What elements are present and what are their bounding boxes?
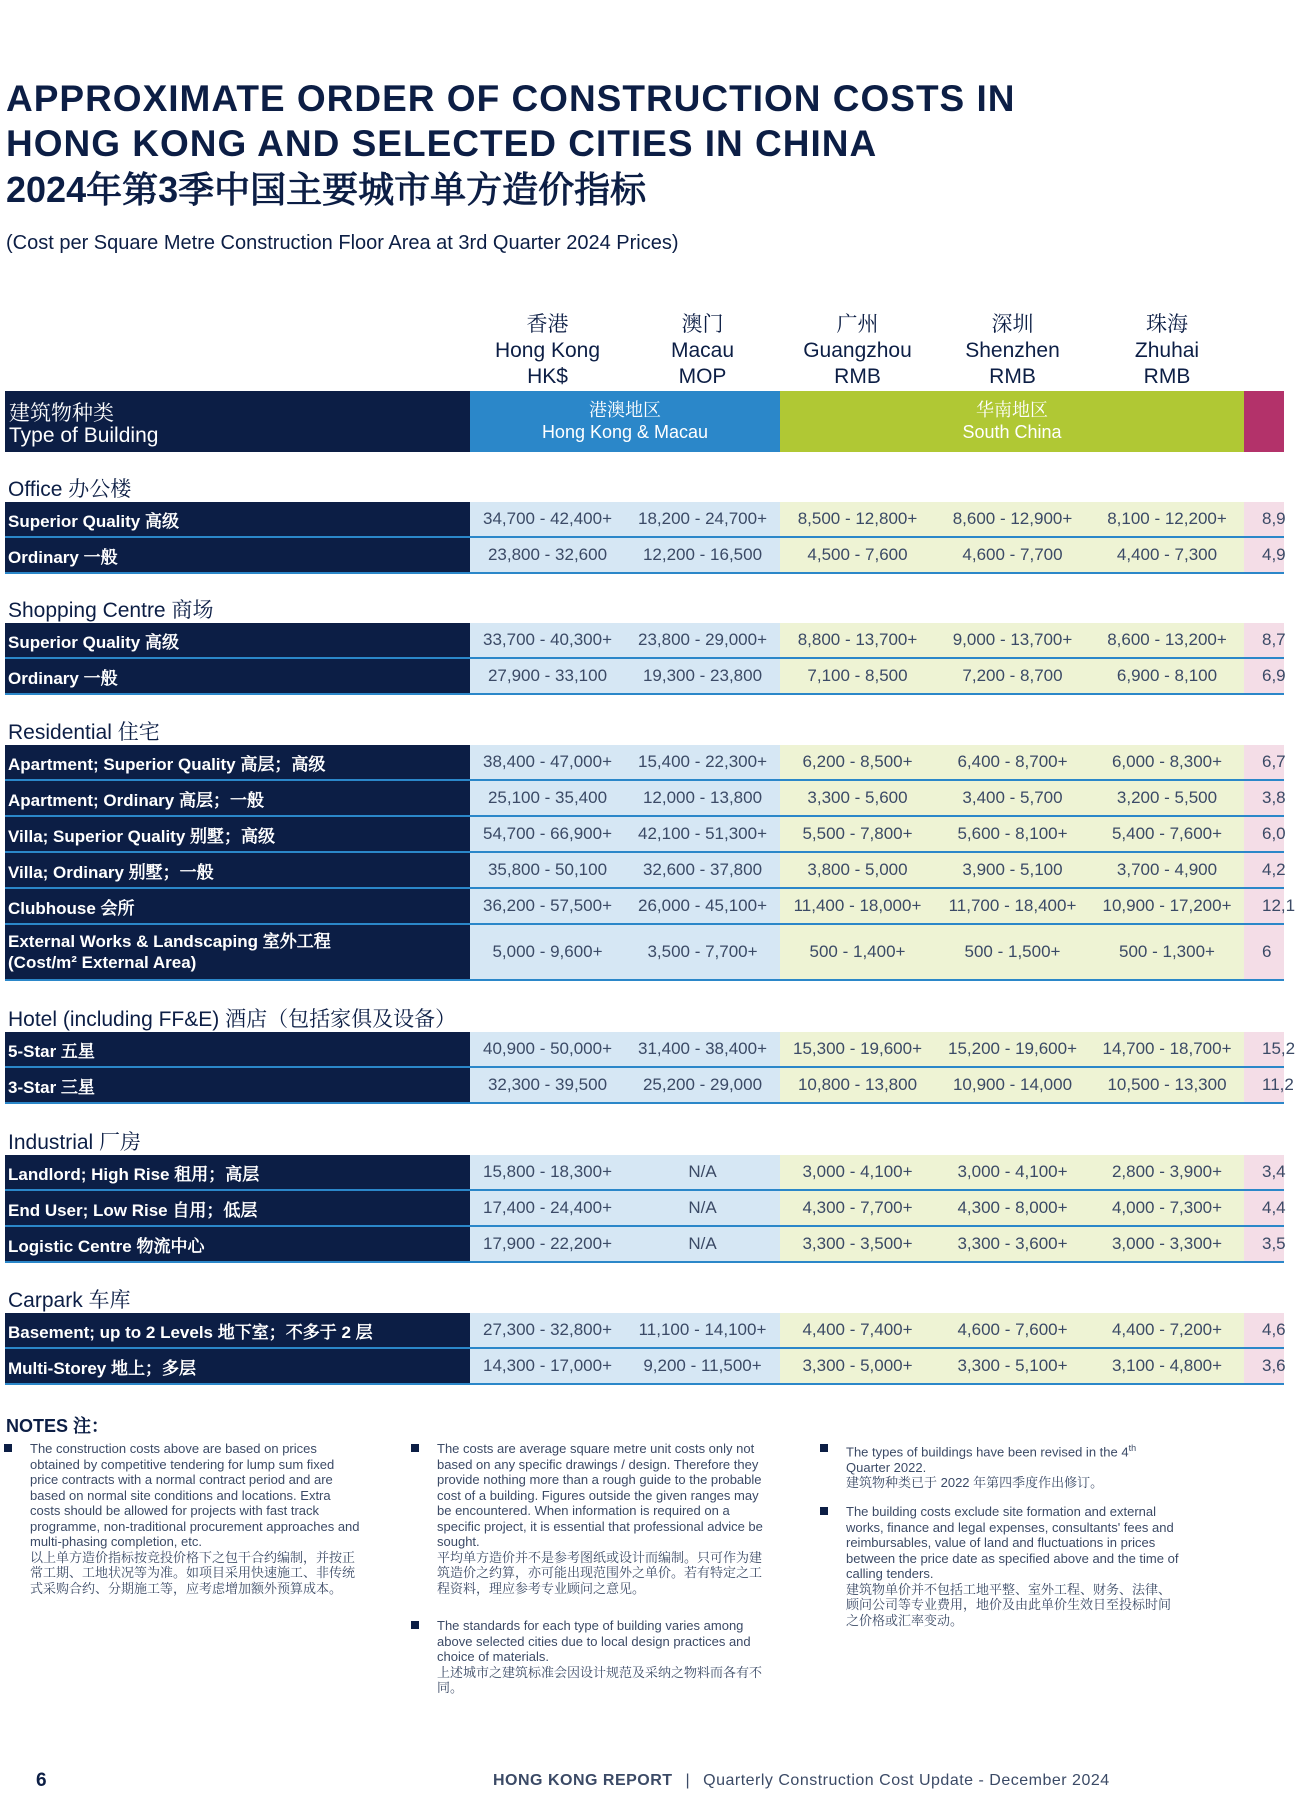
cost-cell: 23,800 - 29,000+ — [625, 623, 780, 657]
row-divider — [5, 693, 1284, 695]
cost-cell: 3,100 - 4,800+ — [1090, 1349, 1244, 1383]
table-row — [5, 502, 1284, 536]
cost-cell: 12,000 - 13,800 — [625, 781, 780, 815]
page-subtitle: (Cost per Square Metre Construction Floor Area at 3rd Quarter 2024 Prices) — [6, 232, 679, 254]
cost-cell: 23,800 - 32,600 — [470, 538, 625, 572]
cost-cell: 4,400 - 7,200+ — [1090, 1313, 1244, 1347]
cost-cell: 6,900 - 8,100 — [1090, 659, 1244, 693]
cost-cell: 26,000 - 45,100+ — [625, 889, 780, 923]
cost-cell: 5,500 - 7,800+ — [780, 817, 935, 851]
row-label-text: Landlord; High Rise 租用；高层 — [8, 1164, 260, 1184]
row-label — [5, 1349, 470, 1383]
page-title-line-2: HONG KONG AND SELECTED CITIES IN CHINA — [6, 123, 878, 164]
note-3 — [437, 1618, 772, 1711]
table-row — [5, 745, 1284, 779]
table-row — [5, 889, 1295, 923]
row-label — [5, 1032, 470, 1066]
cost-cell: 17,400 - 24,400+ — [470, 1191, 625, 1225]
city-header-macau — [625, 312, 780, 390]
table-row — [5, 538, 1284, 572]
city-cn: 珠海 — [1146, 313, 1188, 336]
cost-cell: 3,400 - 5,700 — [935, 781, 1090, 815]
cost-cell: 18,200 - 24,700+ — [625, 502, 780, 536]
note-text-en: The construction costs above are based on prices obtained by competitive tendering for lump sum fixed price contracts with a normal contract period and are based on normal site conditions and locations. Extra costs should be allowed for projects with fast track programme, non-traditional procurement approaches and multi-phasing completion, etc. — [30, 1441, 360, 1549]
row-label-text: 3-Star 三星 — [8, 1077, 95, 1097]
cost-cell: 9,200 - 11,500+ — [625, 1349, 780, 1383]
cost-cell: 3,000 - 4,100+ — [935, 1155, 1090, 1189]
cost-cell: N/A — [625, 1155, 780, 1189]
row-label-text: Clubhouse 会所 — [8, 898, 135, 918]
cost-cell: 4,600 - 7,600+ — [935, 1313, 1090, 1347]
section-title: Residential 住宅 — [8, 721, 160, 744]
cost-cell: 14,700 - 18,700+ — [1090, 1032, 1244, 1066]
row-label — [5, 659, 470, 693]
bullet-icon — [820, 1444, 828, 1452]
row-label — [5, 502, 470, 536]
row-label — [5, 817, 470, 851]
note-text-en: The building costs exclude site formation and external works, finance and legal expenses, consultants' fees and reimbursables, value of land and fluctuations in prices between the price date as specified above and the time of calling tenders. — [846, 1504, 1179, 1581]
bullet-icon — [411, 1444, 419, 1452]
cost-cell: 3,300 - 5,100+ — [935, 1349, 1090, 1383]
cost-cell: 3,000 - 4,100+ — [780, 1155, 935, 1189]
row-label — [5, 853, 470, 887]
cost-cell: 8,9 — [1244, 502, 1284, 536]
city-header-zhuhai — [1090, 312, 1244, 390]
cost-cell: 7,100 - 8,500 — [780, 659, 935, 693]
cost-cell: 3,300 - 3,500+ — [780, 1227, 935, 1261]
city-en: Zhuhai — [1134, 339, 1200, 362]
cost-cell: 4,6 — [1244, 1313, 1284, 1347]
cost-cell: 3,700 - 4,900 — [1090, 853, 1244, 887]
table-row — [5, 659, 1284, 693]
cost-cell: 4,300 - 8,000+ — [935, 1191, 1090, 1225]
cost-cell: 9,000 - 13,700+ — [935, 623, 1090, 657]
row-label-text: 5-Star 五星 — [8, 1041, 95, 1061]
cost-cell: 3,300 - 3,600+ — [935, 1227, 1090, 1261]
cost-cell: 8,7 — [1244, 623, 1284, 657]
row-label-text: Ordinary 一般 — [8, 668, 118, 688]
city-header-guangzhou — [780, 312, 935, 390]
row-label — [5, 1313, 470, 1347]
footer-separator: | — [685, 1772, 691, 1789]
cost-cell: 10,900 - 17,200+ — [1090, 889, 1244, 923]
region-south-china — [780, 391, 1244, 452]
page-number: 6 — [36, 1770, 47, 1791]
row-label — [5, 1227, 470, 1261]
cost-cell: 4,400 - 7,300 — [1090, 538, 1244, 572]
cost-cell: 25,100 - 35,400 — [470, 781, 625, 815]
cost-cell: 6,9 — [1244, 659, 1284, 693]
note-text-en-cont: Quarter 2022. — [846, 1459, 927, 1475]
region-cn: 港澳地区 — [589, 400, 661, 420]
table-row — [5, 623, 1284, 657]
cost-cell: 3,000 - 3,300+ — [1090, 1227, 1244, 1261]
type-of-building-header — [5, 391, 470, 452]
city-currency: RMB — [834, 365, 881, 388]
cost-cell: 27,300 - 32,800+ — [470, 1313, 625, 1347]
cost-cell: 2,800 - 3,900+ — [1090, 1155, 1244, 1189]
cost-cell: 500 - 1,500+ — [935, 925, 1090, 979]
cost-cell: 32,300 - 39,500 — [470, 1068, 625, 1102]
row-label-text: Superior Quality 高级 — [8, 632, 179, 652]
note-2 — [437, 1441, 772, 1611]
cost-cell: 3,800 - 5,000 — [780, 853, 935, 887]
table-row — [5, 1349, 1284, 1383]
cost-cell: N/A — [625, 1191, 780, 1225]
cost-cell: 10,500 - 13,300 — [1090, 1068, 1244, 1102]
note-4 — [846, 1441, 1183, 1506]
cost-cell: 17,900 - 22,200+ — [470, 1227, 625, 1261]
table-row — [5, 1155, 1284, 1189]
row-label-text: Basement; up to 2 Levels 地下室；不多于 2 层 — [8, 1322, 373, 1342]
cost-cell: 3,6 — [1244, 1349, 1284, 1383]
cost-cell: 3,8 — [1244, 781, 1284, 815]
cost-cell: 7,200 - 8,700 — [935, 659, 1090, 693]
cost-cell: 14,300 - 17,000+ — [470, 1349, 625, 1383]
city-currency: HK$ — [527, 365, 568, 388]
cost-cell: 4,4 — [1244, 1191, 1284, 1225]
cost-cell: 8,800 - 13,700+ — [780, 623, 935, 657]
cost-cell: 25,200 - 29,000 — [625, 1068, 780, 1102]
cost-cell: 36,200 - 57,500+ — [470, 889, 625, 923]
row-label-subtext: (Cost/m² External Area) — [8, 953, 197, 972]
city-currency: RMB — [989, 365, 1036, 388]
note-text-cn: 建筑物种类已于 2022 年第四季度作出修订。 — [846, 1475, 1104, 1491]
cost-cell: 15,400 - 22,300+ — [625, 745, 780, 779]
row-label — [5, 925, 470, 979]
cost-cell: 3,500 - 7,700+ — [625, 925, 780, 979]
cost-cell: 27,900 - 33,100 — [470, 659, 625, 693]
cost-cell: 15,800 - 18,300+ — [470, 1155, 625, 1189]
title-block — [6, 76, 1016, 214]
city-currency: MOP — [678, 365, 727, 388]
region-next-cut-off — [1244, 391, 1284, 452]
cost-cell: 6,0 — [1244, 817, 1284, 851]
row-label — [5, 889, 470, 923]
city-en: Shenzhen — [965, 339, 1060, 362]
section-title: Shopping Centre 商场 — [8, 599, 214, 622]
cost-cell: 15,300 - 19,600+ — [780, 1032, 935, 1066]
region-en: South China — [962, 422, 1062, 442]
city-en: Macau — [670, 339, 735, 362]
cost-cell: 42,100 - 51,300+ — [625, 817, 780, 851]
row-label-text: Superior Quality 高级 — [8, 511, 179, 531]
cost-cell: 54,700 - 66,900+ — [470, 817, 625, 851]
cost-cell: 12,200 - 16,500 — [625, 538, 780, 572]
section-title: Carpark 车库 — [8, 1289, 131, 1312]
cost-cell: 10,900 - 14,000 — [935, 1068, 1090, 1102]
row-label-text: Ordinary 一般 — [8, 547, 118, 567]
row-label — [5, 745, 470, 779]
cost-cell: 3,300 - 5,000+ — [780, 1349, 935, 1383]
cost-cell: 4,600 - 7,700 — [935, 538, 1090, 572]
cost-cell: 4,500 - 7,600 — [780, 538, 935, 572]
cost-cell: 6 — [1244, 925, 1284, 979]
table-row — [5, 853, 1284, 887]
cost-cell: 12,1 — [1244, 889, 1284, 923]
cost-cell: 5,400 - 7,600+ — [1090, 817, 1244, 851]
section-title: Office 办公楼 — [8, 478, 132, 501]
page-title-chinese: 2024年第3季中国主要城市单方造价指标 — [6, 169, 647, 210]
row-divider — [5, 979, 1284, 981]
type-header-cn: 建筑物种类 — [9, 402, 114, 425]
bullet-icon — [820, 1507, 828, 1515]
city-en: Guangzhou — [803, 339, 912, 362]
city-currency: RMB — [1143, 365, 1191, 388]
bullet-icon — [411, 1621, 419, 1629]
cost-cell: 6,7 — [1244, 745, 1284, 779]
city-cn: 香港 — [526, 313, 569, 336]
region-cn: 华南地区 — [976, 400, 1048, 420]
note-text-cn: 建筑物单价并不包括工地平整、室外工程、财务、法律、顾问公司等专业费用，地价及由此单价生效日至投标时间之价格或汇率变动。 — [846, 1581, 1172, 1628]
note-text-en: The standards for each type of building varies among above selected cities due to local design practices and choice of materials. — [437, 1618, 751, 1664]
cost-cell: 3,900 - 5,100 — [935, 853, 1090, 887]
table-row — [5, 817, 1284, 851]
cost-cell: 500 - 1,400+ — [780, 925, 935, 979]
row-divider — [5, 1102, 1284, 1104]
cost-cell: 40,900 - 50,000+ — [470, 1032, 625, 1066]
cost-cell: N/A — [625, 1227, 780, 1261]
note-text-en: The types of buildings have been revised in the 4 — [846, 1444, 1129, 1460]
note-text-cn: 平均单方造价并不是参考图纸或设计而编制。只可作为建筑造价之约算，亦可能出现范围外之单价。若有特定之工程资料，理应参考专业顾问之意见。 — [437, 1549, 763, 1596]
city-header-shenzhen — [935, 312, 1090, 390]
cost-cell: 5,000 - 9,600+ — [470, 925, 625, 979]
cost-cell: 15,2 — [1244, 1032, 1284, 1066]
notes-title: NOTES 注： — [6, 1416, 110, 1436]
row-label-text: Apartment; Ordinary 高层；一般 — [8, 790, 264, 810]
footer-edition: Quarterly Construction Cost Update - December 2024 — [703, 1772, 1110, 1789]
city-cn: 广州 — [836, 313, 879, 336]
cost-cell: 34,700 - 42,400+ — [470, 502, 625, 536]
row-label — [5, 623, 470, 657]
city-cn: 澳门 — [681, 313, 724, 336]
cost-cell: 8,100 - 12,200+ — [1090, 502, 1244, 536]
table-row — [5, 1032, 1295, 1066]
bullet-icon — [4, 1444, 12, 1452]
table-row — [5, 1068, 1294, 1102]
cost-cell: 5,600 - 8,100+ — [935, 817, 1090, 851]
section-title: Hotel (including FF&E) 酒店（包括家俱及设备） — [8, 1008, 457, 1031]
cost-cell: 3,200 - 5,500 — [1090, 781, 1244, 815]
city-header-hong-kong — [470, 312, 625, 390]
cost-cell: 33,700 - 40,300+ — [470, 623, 625, 657]
note-superscript: th — [1128, 1443, 1137, 1453]
row-label-text: Multi-Storey 地上；多层 — [8, 1358, 196, 1378]
city-en: Hong Kong — [494, 339, 601, 362]
type-header-en: Type of Building — [9, 424, 159, 447]
row-label — [5, 1155, 470, 1189]
page-title-line-1: APPROXIMATE ORDER OF CONSTRUCTION COSTS IN — [6, 78, 1016, 119]
row-label-text: End User; Low Rise 自用；低层 — [8, 1200, 258, 1220]
cost-cell: 500 - 1,300+ — [1090, 925, 1244, 979]
cost-cell: 3,300 - 5,600 — [780, 781, 935, 815]
cost-cell: 4,000 - 7,300+ — [1090, 1191, 1244, 1225]
cost-cell: 6,200 - 8,500+ — [780, 745, 935, 779]
region-en: Hong Kong & Macau — [541, 422, 709, 442]
row-divider — [5, 1383, 1284, 1385]
table-row — [5, 781, 1284, 815]
row-label-text: Logistic Centre 物流中心 — [8, 1236, 205, 1256]
row-label — [5, 538, 470, 572]
table-row — [5, 925, 1284, 979]
row-label-text: Villa; Superior Quality 别墅；高级 — [8, 826, 276, 846]
city-cn: 深圳 — [991, 313, 1034, 336]
cost-cell: 32,600 - 37,800 — [625, 853, 780, 887]
cost-cell: 10,800 - 13,800 — [780, 1068, 935, 1102]
table-row — [5, 1191, 1284, 1225]
table-row — [5, 1313, 1284, 1347]
cost-cell: 4,2 — [1244, 853, 1284, 887]
cost-cell: 3,4 — [1244, 1155, 1284, 1189]
row-label-text: Apartment; Superior Quality 高层；高级 — [8, 754, 326, 774]
cost-cell: 8,500 - 12,800+ — [780, 502, 935, 536]
cost-cell: 4,400 - 7,400+ — [780, 1313, 935, 1347]
cost-cell: 8,600 - 13,200+ — [1090, 623, 1244, 657]
cost-cell: 38,400 - 47,000+ — [470, 745, 625, 779]
cost-cell: 11,100 - 14,100+ — [625, 1313, 780, 1347]
region-hong-kong-macau — [470, 391, 780, 452]
row-label — [5, 1191, 470, 1225]
note-text-en: The costs are average square metre unit costs only not based on any specific drawings / design. Therefore they provide nothing more than a rough guide to the probable cost of a building. Figures outside the given ranges may be encountered. When information is required on a specific project, it is essential that professional advice be sought. — [437, 1441, 763, 1549]
note-1 — [30, 1441, 364, 1611]
table-row — [5, 1227, 1284, 1261]
cost-cell: 35,800 - 50,100 — [470, 853, 625, 887]
cost-cell: 8,600 - 12,900+ — [935, 502, 1090, 536]
cost-cell: 19,300 - 23,800 — [625, 659, 780, 693]
row-divider — [5, 572, 1284, 574]
cost-cell: 11,400 - 18,000+ — [780, 889, 935, 923]
row-label — [5, 1068, 470, 1102]
section-title: Industrial 厂房 — [8, 1131, 142, 1154]
footer-text — [493, 1772, 1110, 1790]
cost-cell: 6,400 - 8,700+ — [935, 745, 1090, 779]
cost-cell: 6,000 - 8,300+ — [1090, 745, 1244, 779]
cost-cell: 4,300 - 7,700+ — [780, 1191, 935, 1225]
note-text-cn: 以上单方造价指标按竞投价格下之包干合约编制，并按正常工期、工地状况等为准。如项目采用快速施工、非传统式采购合约、分期施工等，应考虑增加额外预算成本。 — [30, 1549, 356, 1596]
cost-cell: 11,2 — [1244, 1068, 1284, 1102]
cost-cell: 3,5 — [1244, 1227, 1284, 1261]
row-label-text: External Works & Landscaping 室外工程 — [8, 932, 331, 951]
cost-cell: 15,200 - 19,600+ — [935, 1032, 1090, 1066]
row-label-text: Villa; Ordinary 别墅；一般 — [8, 862, 214, 882]
note-5 — [846, 1504, 1183, 1643]
cost-cell: 11,700 - 18,400+ — [935, 889, 1090, 923]
row-divider — [5, 1261, 1284, 1263]
cost-cell: 31,400 - 38,400+ — [625, 1032, 780, 1066]
note-text-cn: 上述城市之建筑标准会因设计规范及采纳之物料而各有不同。 — [437, 1664, 763, 1695]
footer-report-name: HONG KONG REPORT — [493, 1772, 673, 1789]
cost-cell: 4,9 — [1244, 538, 1284, 572]
row-label — [5, 781, 470, 815]
